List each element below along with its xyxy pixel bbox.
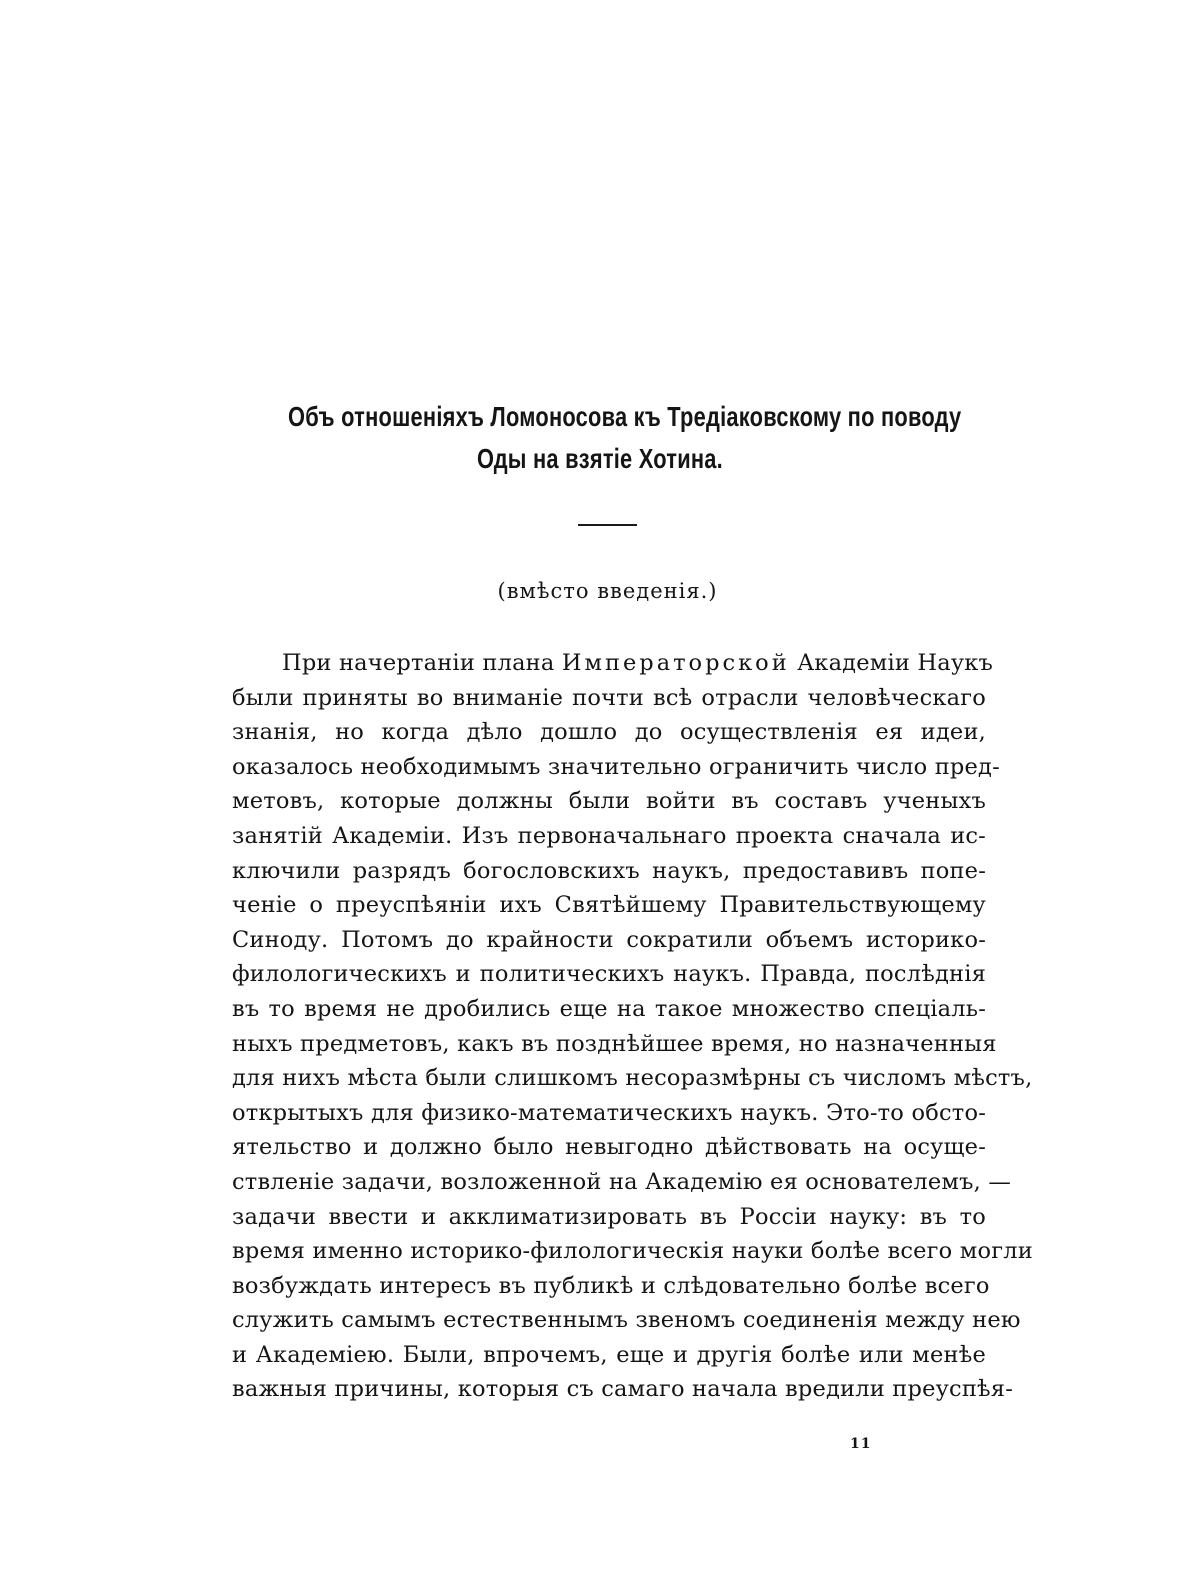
body-line: служить самымъ естественнымъ звеномъ соединенія между нею	[232, 1307, 1021, 1334]
body-line: для нихъ мѣста были слишкомъ несоразмѣрны съ числомъ мѣстъ,	[232, 1065, 1033, 1092]
body-line: ченіе о преуспѣяніи ихъ Святѣйшему Правительствующему	[232, 892, 986, 919]
body-line: филологическихъ и политическихъ наукъ. Правда, послѣднія	[232, 961, 986, 988]
body-line: возбуждать интересъ въ публикѣ и слѣдовательно болѣе всего	[232, 1272, 990, 1299]
body-line: задачи ввести и акклиматизировать въ Россіи науку: въ то	[232, 1203, 986, 1230]
body-line: время именно историко-филологическія науки болѣе всего могли	[232, 1238, 1033, 1265]
body-line: важныя причины, которыя съ самаго начала вредили преуспѣя-	[232, 1376, 1014, 1403]
body-paragraph	[232, 646, 1033, 1407]
body-line: и Академіею. Были, впрочемъ, еще и другія болѣе или менѣе	[232, 1341, 986, 1368]
chapter-title-line-2: Оды на взятіе Хотина.	[477, 443, 723, 474]
body-line-1	[232, 646, 994, 681]
title-divider-rule	[578, 524, 637, 526]
body-line: открытыхъ для физико-математическихъ наукъ. Это-то обсто-	[232, 1099, 986, 1126]
chapter-subtitle: (вмѣсто введенія.)	[497, 579, 718, 603]
body-line: Синоду. Потомъ до крайности сократили объемъ историко-	[232, 926, 986, 953]
body-line: знанія, но когда дѣло дошло до осуществленія ея идеи,	[232, 719, 986, 746]
body-line: оказалось необходимымъ значительно ограничить число пред-	[232, 753, 1000, 780]
body-line-1-pre: При начертаніи плана	[282, 650, 562, 676]
printer-signature-mark: 11	[850, 1436, 872, 1452]
body-line: были приняты во вниманіе почти всѣ отрасли человѣческаго	[232, 684, 986, 711]
imperial-spaced-word: Императорской	[561, 650, 790, 676]
body-line: ныхъ предметовъ, какъ въ позднѣйшее время, но назначенныя	[232, 1030, 997, 1057]
body-line: метовъ, которые должны были войти въ составъ ученыхъ	[232, 788, 986, 815]
chapter-title-line-1: Объ отношеніяхъ Ломоносова къ Тредіаковскому по поводу	[288, 401, 962, 432]
body-line: въ то время не дробились еще на такое множество спеціаль-	[232, 995, 986, 1022]
chapter-title	[288, 396, 962, 480]
body-line: ключили разрядъ богословскихъ наукъ, предоставивъ попе-	[232, 857, 986, 884]
body-line-1-post: Академіи Наукъ	[789, 650, 994, 676]
body-line: занятій Академіи. Изъ первоначальнаго проекта сначала ис-	[232, 822, 986, 849]
body-line: ятельство и должно было невыгодно дѣйствовать на осуще-	[232, 1134, 986, 1161]
body-line: ствленіе задачи, возложенной на Академію ея основателемъ, —	[232, 1168, 1012, 1195]
